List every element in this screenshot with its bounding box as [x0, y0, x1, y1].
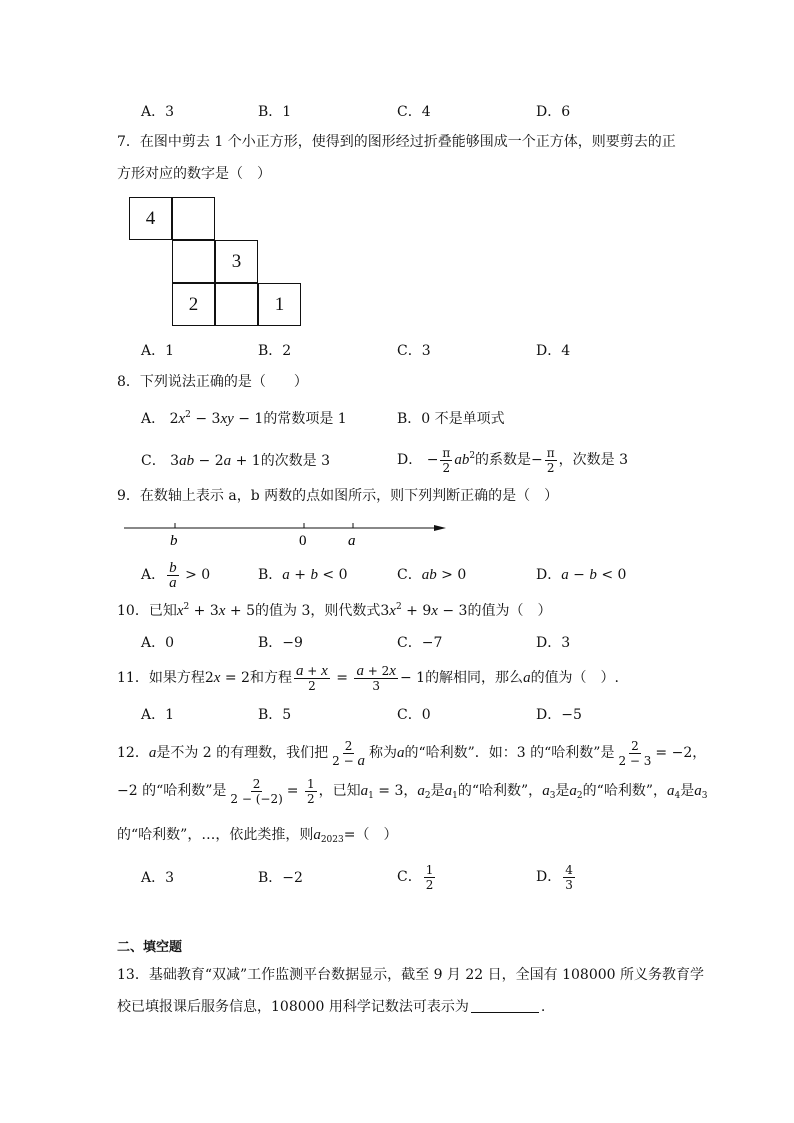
q8-option-a-text: 的常数项是 1 [263, 411, 347, 427]
q7-stem-line2: 方形对应的数字是（ ） [117, 166, 271, 182]
section-title: 二、填空题 [117, 940, 183, 955]
q7-option-d: D．4 [536, 343, 571, 359]
q8-option-a-math: $2x^2 - 3xy - 1$ [169, 410, 264, 427]
q9-option-d-label: D． [536, 567, 562, 583]
q8-option-a [141, 410, 347, 428]
q12-l2c2: 是 [555, 783, 570, 799]
q8-option-b-label: B． [397, 411, 422, 427]
q12-option-a: A．3 [141, 870, 175, 886]
label-a: a [348, 533, 356, 549]
q9-option-a: A． $\frac{b}{a}$ > 0 [141, 559, 211, 591]
q7-option-b: B．2 [258, 343, 292, 359]
q8-option-c-text: 的次数是 3 [260, 453, 331, 469]
net-cell-1: 1 [258, 283, 301, 326]
q12-l1b: 是不为 2 的有理数，我们把 [156, 745, 329, 761]
q8-option-b-text: 0 不是单项式 [421, 411, 505, 427]
q12-l2a: −2 的“哈利数”是 [117, 783, 227, 799]
q12-option-b: B．−2 [258, 870, 303, 886]
q10-mid: 的值为 3，则代数式 [255, 603, 381, 619]
q10-pre: 10．已知 [117, 603, 177, 619]
q13-line2 [117, 998, 545, 1016]
q12-line1: 12．a是不为 2 的有理数，我们把 $\frac{2}{2 - a}$ 称为a的“哈利数”．如：3 的“哈利数”是 $\frac{2}{2 - 3}$ = −2， [117, 738, 707, 769]
q12-l3a: 的“哈利数”，…，依此类推，则 [117, 827, 314, 843]
q12-option-c: C． $\frac{1}{2}$ [397, 862, 434, 892]
q9-stem: 9．在数轴上表示 a，b 两数的点如图所示，则下列判断正确的是（ ） [117, 488, 559, 504]
net-cell-2: 2 [172, 283, 215, 326]
q9-option-a-label: A． [141, 567, 166, 583]
q12-l2e: 的“哈利数”， [582, 783, 667, 799]
net-cell-empty [172, 197, 215, 240]
q8-option-c [141, 452, 330, 470]
q8-option-d-end: ，次数是 3 [558, 452, 629, 468]
q12-line2: −2 的“哈利数”是 $\frac{2}{2 - (-2)}$ = $\frac{1}{2}$ ，已知$a_1 = 3$，$a_2$是$a_1$的“哈利数”，$a_3$是$a_2$的“哈利数”，$a_4$是$a_3$ [117, 776, 708, 806]
q11-option-c: C．0 [397, 707, 431, 723]
q12-l1d: 的“哈利数”．如：3 的“哈利数”是 [404, 745, 615, 761]
q12-l1c: 称为 [368, 745, 397, 761]
q12-l2c3: 是 [680, 783, 695, 799]
q9-option-b-label: B． [258, 567, 283, 583]
q11-end2: 的值为（ ）. [530, 670, 620, 686]
q13-line2-text: 校已填报课后服务信息，108000 用科学记数法可表示为 [117, 999, 469, 1015]
q12-l2d1: 的“哈利数”， [457, 783, 543, 799]
q13-line2-end: . [540, 999, 546, 1015]
q8-option-d-label: D． [397, 452, 423, 468]
q8-option-d-coef: − $\frac{\pi}{2}$ [531, 445, 555, 475]
q10-option-b: B．−9 [258, 635, 303, 651]
q8-option-c-math: 3ab − 2a + 1 [170, 453, 261, 469]
label-b: b [170, 533, 178, 549]
q12-option-d: D． $\frac{4}{3}$ [536, 862, 573, 892]
q11-option-a: A．1 [141, 707, 175, 723]
q9-option-d: D．a − b < 0 [536, 567, 627, 583]
q12-l1a: 12． [117, 745, 149, 761]
q7-option-c: C．3 [397, 343, 431, 359]
q12-l3b: =（ ） [343, 827, 398, 843]
q8-option-d-mid: 的系数是 [475, 452, 532, 468]
number-line-figure [118, 516, 454, 552]
q12-option-c-label: C． [397, 869, 422, 885]
q13-line1: 13．基础教育“双减”工作监测平台数据显示，截至 9 月 22 日，全国有 108000 所义务教育学 [117, 967, 704, 983]
q7-option-a: A．1 [141, 343, 175, 359]
q12-l2c1: 是 [430, 783, 445, 799]
q8-option-b [397, 410, 505, 428]
q12-l1e: = −2， [655, 745, 707, 761]
q9-option-b: B．a + b < 0 [258, 567, 348, 583]
net-cell-3: 3 [215, 240, 258, 283]
q9-option-c: C．ab > 0 [397, 567, 467, 583]
q8-stem: 8．下列说法正确的是（ ） [117, 374, 308, 390]
q6-option-c: C．4 [397, 104, 431, 120]
q6-option-a: A．3 [141, 104, 175, 120]
q8-option-a-label: A． [141, 411, 166, 427]
q12-l2b: ，已知 [318, 783, 361, 799]
q6-option-d: D．6 [536, 104, 571, 120]
q9-option-c-label: C． [397, 567, 422, 583]
q11-option-b: B．5 [258, 707, 292, 723]
number-line-arrow-icon [434, 525, 446, 531]
net-cell-empty [172, 240, 215, 283]
q7-stem-line1: 7．在图中剪去 1 个小正方形，使得到的图形经过折叠能够围成一个正方体，则要剪去的正 [117, 134, 676, 150]
q6-option-b: B．1 [258, 104, 292, 120]
q8-option-c-label: C． [141, 453, 166, 469]
q10-option-c: C．−7 [397, 635, 443, 651]
answer-blank[interactable] [471, 998, 539, 1013]
q11-pre: 11．如果方程 [117, 670, 205, 686]
q8-option-d [397, 443, 628, 477]
q11-stem: 11．如果方程2x = 2和方程 $\frac{a + x}{2}$ = $\frac{a + 2x}{3}$ − 1的解相同，那么a的值为（ ）. [117, 662, 620, 693]
net-cell-4: 4 [129, 197, 172, 240]
q10-end: 的值为（ ） [467, 603, 552, 619]
q10-option-d: D．3 [536, 635, 571, 651]
q12-line3: 的“哈利数”，…，依此类推，则$a_{2023}=$（ ） [117, 827, 398, 845]
net-cell-empty [215, 283, 258, 326]
q11-option-d: D．−5 [536, 707, 582, 723]
q12-option-d-label: D． [536, 869, 562, 885]
q11-end: 的解相同，那么 [425, 670, 524, 686]
q10-stem: 10．已知$x^2 + 3x + 5$的值为 3，则代数式$3x^2 + 9x - 3$的值为（ ） [117, 602, 552, 619]
q8-option-d-math: − $\frac{\pi}{2}$ $ab^2$ [426, 445, 476, 475]
label-zero: 0 [299, 533, 307, 549]
q11-mid: 和方程 [249, 670, 292, 686]
q10-option-a: A．0 [141, 635, 175, 651]
